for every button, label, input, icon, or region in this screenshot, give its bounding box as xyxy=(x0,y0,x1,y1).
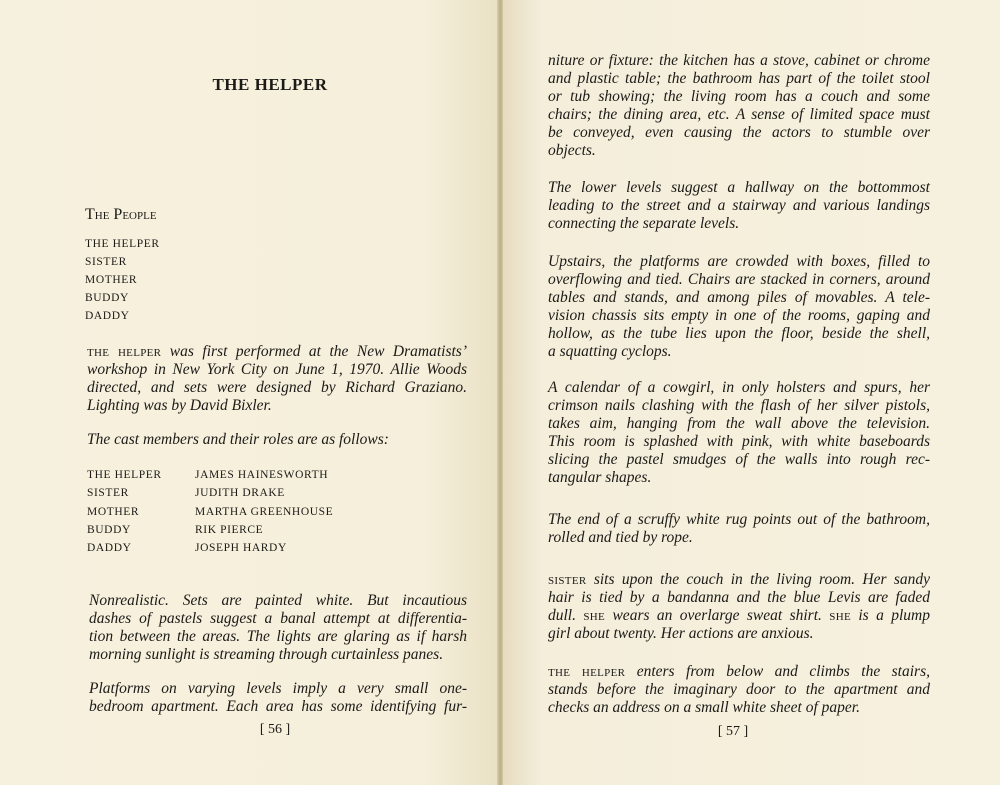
text-line xyxy=(548,88,930,106)
text-run: enters from below and climbs the stairs, xyxy=(625,663,930,680)
text-line xyxy=(548,343,930,361)
text-line xyxy=(87,343,467,361)
text-line xyxy=(89,592,467,610)
text-line xyxy=(548,106,930,124)
text-run: objects. xyxy=(548,142,596,159)
text-line xyxy=(548,379,930,397)
text-line xyxy=(548,52,930,70)
people-heading: The People xyxy=(85,206,157,223)
text-run: Nonrealistic. Sets are painted white. But incautious xyxy=(89,592,467,609)
character-list xyxy=(85,235,160,325)
text-run: Upstairs, the platforms are crowded with boxes, filled to xyxy=(548,253,930,270)
text-run: tion between the areas. The lights are glaring as if harsh xyxy=(89,628,467,645)
sister-paragraph xyxy=(548,571,930,643)
text-run: tables and stands, and among piles of movables. A tele- xyxy=(548,289,930,306)
platforms-paragraph xyxy=(89,680,467,716)
text-run: workshop in New York City on June 1, 1970. Allie Woods xyxy=(87,361,467,378)
text-line xyxy=(548,681,930,699)
small-caps-name: the helper xyxy=(87,344,162,360)
small-caps-name: the helper xyxy=(548,664,626,680)
text-run: hair is tied by a bandanna and the blue Levis are faded xyxy=(548,589,930,606)
text-run: This room is splashed with pink, with white baseboards xyxy=(548,433,930,450)
text-run: vision chassis sits empty in one of the rooms, gaping and xyxy=(548,307,930,324)
cast-role: THE HELPER xyxy=(87,469,162,481)
cast-actor: MARTHA GREENHOUSE xyxy=(195,505,334,518)
text-line xyxy=(548,451,930,469)
text-line xyxy=(89,680,467,698)
text-run: tangular shapes. xyxy=(548,469,652,486)
cast-row xyxy=(87,539,333,557)
furniture-paragraph xyxy=(548,52,930,160)
text-run: dull. xyxy=(548,607,584,624)
calendar-paragraph xyxy=(548,379,930,487)
text-line xyxy=(548,197,930,215)
cast-row xyxy=(87,503,333,521)
text-run: wears an overlarge sweat shirt. xyxy=(605,607,830,624)
cast-row xyxy=(87,466,333,484)
text-line xyxy=(548,307,930,325)
text-line xyxy=(89,646,467,664)
text-line xyxy=(548,607,930,625)
cast-role: BUDDY xyxy=(87,523,131,536)
cast-actor: JUDITH DRAKE xyxy=(195,487,285,500)
setting-paragraph xyxy=(89,592,467,664)
text-line xyxy=(548,625,930,643)
cast-actor: JOSEPH HARDY xyxy=(195,542,287,555)
text-run: chairs; the dining area, etc. A sense of limited space must xyxy=(548,106,930,123)
character-name: DADDY xyxy=(85,310,130,322)
left-page xyxy=(0,0,499,785)
character-name: SISTER xyxy=(85,256,127,268)
text-run: morning sunlight is streaming through curtainless panes. xyxy=(89,646,444,663)
text-line xyxy=(548,271,930,289)
text-run: rolled and tied by rope. xyxy=(548,529,693,546)
text-line xyxy=(548,142,930,160)
cast-table xyxy=(87,466,333,557)
cast-role: MOTHER xyxy=(87,505,140,518)
text-run: The end of a scruffy white rug points out of the bathroom, xyxy=(548,511,930,528)
text-run: dashes of pastels suggest a banal attempt at differentia- xyxy=(89,610,467,627)
text-run: a squatting cyclops. xyxy=(548,343,672,360)
text-run: crimson nails clashing with the flash of her silver pistols, xyxy=(548,397,930,414)
play-title: THE HELPER xyxy=(212,75,328,94)
text-line xyxy=(548,179,930,197)
cast-actor: RIK PIERCE xyxy=(195,523,264,536)
text-line xyxy=(548,571,930,589)
text-line xyxy=(548,469,930,487)
upstairs-paragraph xyxy=(548,253,930,361)
text-run: is a plump xyxy=(850,607,930,624)
page-number: [ 56 ] xyxy=(259,722,291,737)
character-name: THE HELPER xyxy=(85,238,160,250)
text-run: hollow, as the tube lies upon the floor, beside the shell, xyxy=(548,325,930,342)
right-page xyxy=(503,0,1000,785)
cast-role: SISTER xyxy=(87,487,129,500)
text-run: be conveyed, even causing the actors to stumble over xyxy=(548,124,930,141)
text-line xyxy=(548,529,930,547)
helper-enters-paragraph xyxy=(548,663,930,717)
text-run: Platforms on varying levels imply a very small one- xyxy=(89,680,467,697)
text-line xyxy=(548,699,930,717)
premiere-paragraph xyxy=(87,343,467,415)
text-run: leading to the street and a stairway and various landings xyxy=(548,197,930,214)
text-run: bedroom apartment. Each area has some identifying fur- xyxy=(89,698,467,715)
text-line xyxy=(87,379,467,397)
cast-row xyxy=(87,521,333,539)
text-line xyxy=(548,325,930,343)
text-run: or tub showing; the living room has a couch and some xyxy=(548,88,930,105)
text-run: girl about twenty. Her actions are anxious. xyxy=(548,625,814,642)
text-line xyxy=(548,397,930,415)
text-run: A calendar of a cowgirl, in only holsters and spurs, her xyxy=(548,379,930,396)
text-run: sits upon the couch in the living room. Her sandy xyxy=(586,571,930,588)
text-run: slicing the pastel smudges of the walls into rough rec- xyxy=(548,451,930,468)
text-line xyxy=(87,397,467,415)
cast-role: DADDY xyxy=(87,542,132,555)
small-caps-name: she xyxy=(829,608,851,624)
text-line xyxy=(548,511,930,529)
text-line xyxy=(548,589,930,607)
text-run: Lighting was by David Bixler. xyxy=(87,397,272,414)
text-run: stands before the imaginary door to the apartment and xyxy=(548,681,930,698)
text-line xyxy=(87,361,467,379)
page-number: [ 57 ] xyxy=(717,724,749,739)
text-run: and plastic table; the bathroom has part of the toilet stool xyxy=(548,70,930,87)
rug-paragraph xyxy=(548,511,930,547)
text-line xyxy=(548,289,930,307)
cast-row xyxy=(87,484,333,502)
text-run: checks an address on a small white sheet of paper. xyxy=(548,699,860,716)
cast-intro: The cast members and their roles are as follows: xyxy=(87,431,389,448)
text-run: overflowing and tied. Chairs are stacked in corners, around xyxy=(548,271,930,288)
text-run: was first performed at the New Dramatists’ xyxy=(161,343,467,360)
cast-actor: JAMES HAINESWORTH xyxy=(195,469,329,481)
text-run: connecting the separate levels. xyxy=(548,215,740,232)
text-line xyxy=(89,698,467,716)
text-line xyxy=(548,663,930,681)
text-run: The lower levels suggest a hallway on the bottommost xyxy=(548,179,930,196)
text-run: directed, and sets were designed by Richard Graziano. xyxy=(87,379,467,396)
text-line xyxy=(548,415,930,433)
text-run: takes aim, hanging from the wall above the television. xyxy=(548,415,930,432)
small-caps-name: sister xyxy=(548,572,587,588)
text-line xyxy=(89,628,467,646)
small-caps-name: she xyxy=(583,608,606,624)
text-line xyxy=(548,215,930,233)
text-line xyxy=(548,70,930,88)
text-line xyxy=(548,433,930,451)
text-line xyxy=(548,253,930,271)
character-name: BUDDY xyxy=(85,292,129,304)
text-line xyxy=(89,610,467,628)
text-line xyxy=(548,124,930,142)
lower-levels-paragraph xyxy=(548,179,930,233)
character-name: MOTHER xyxy=(85,274,138,286)
text-run: niture or fixture: the kitchen has a stove, cabinet or chrome xyxy=(548,52,930,69)
